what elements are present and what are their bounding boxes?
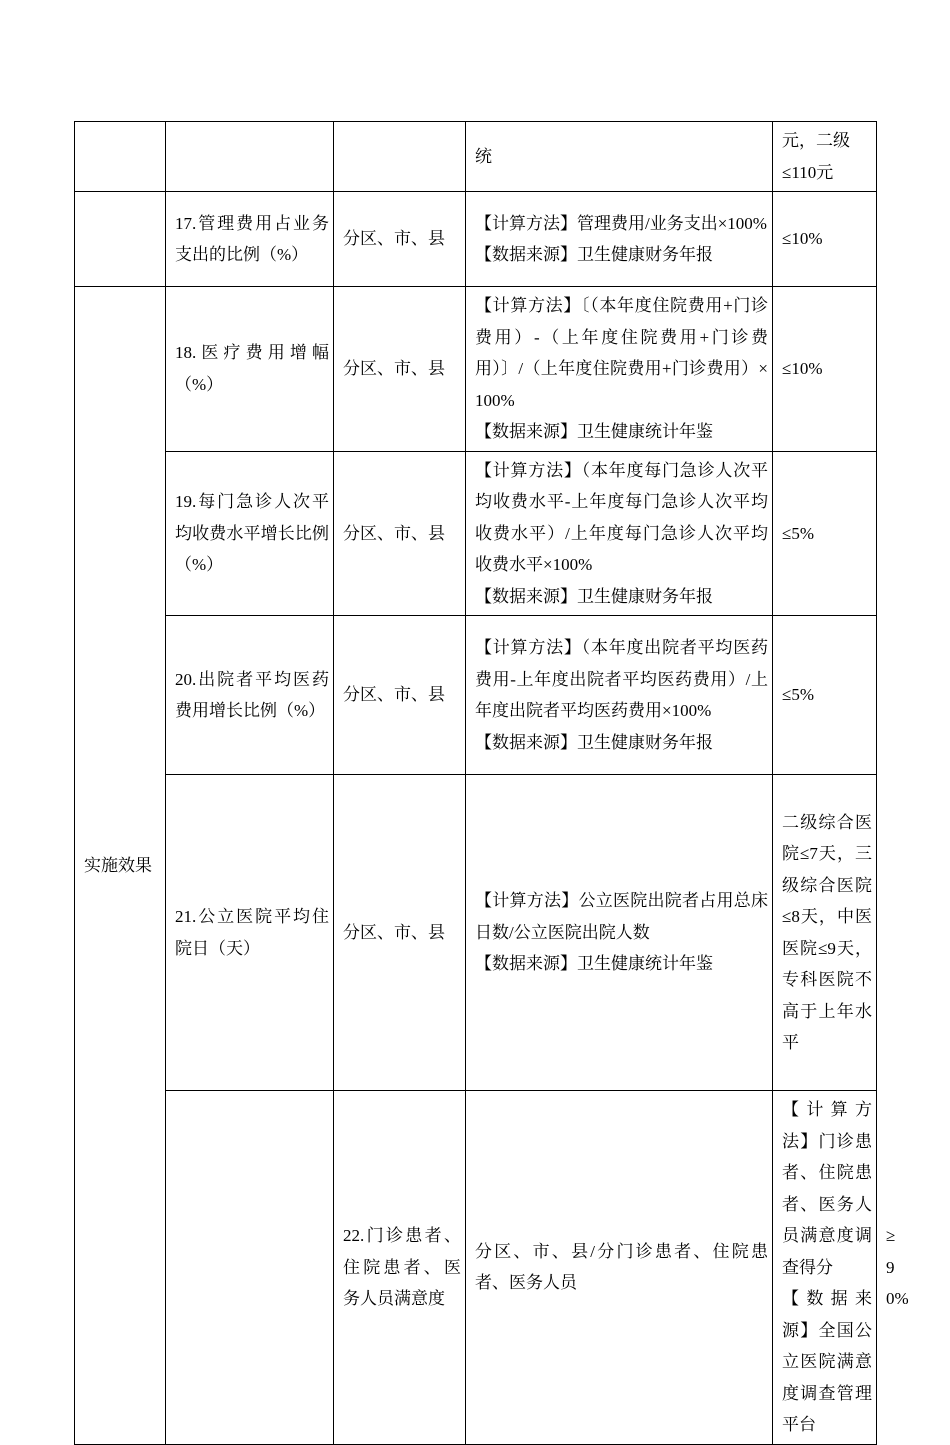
method-cell bbox=[466, 122, 773, 192]
target-cell: ≤5% bbox=[773, 616, 877, 775]
indicator-cell: 19.每门急诊人次平均收费水平增长比例（%） bbox=[166, 451, 334, 616]
indicator-cell: 17.管理费用占业务支出的比例（%） bbox=[166, 192, 334, 287]
scope-cell bbox=[334, 122, 466, 192]
indicator-cell: 22.门诊患者、住院患者、医务人员满意度 bbox=[334, 1091, 466, 1445]
category-cell-empty bbox=[166, 1091, 334, 1445]
method-source: 【数据来源】卫生健康统计年鉴 bbox=[475, 422, 713, 441]
method-cell bbox=[466, 775, 773, 1091]
scope-cell: 分区、市、县 bbox=[334, 775, 466, 1091]
method-cell bbox=[773, 1091, 877, 1445]
table-row bbox=[75, 775, 877, 1091]
method-formula: 【计算方法】（本年度每门急诊人次平均收费水平-上年度每门急诊人次平均收费水平）/上年度每门急诊人次平均收费水平×100% bbox=[475, 460, 768, 574]
indicator-table bbox=[74, 121, 909, 1445]
scope-cell: 分区、市、县 bbox=[334, 192, 466, 287]
method-source: 【数据来源】卫生健康财务年报 bbox=[475, 245, 713, 264]
method-source: 【数据来源】卫生健康统计年鉴 bbox=[475, 954, 713, 974]
target-cell: ≤5% bbox=[773, 451, 877, 616]
method-cell bbox=[466, 287, 773, 452]
table-row bbox=[75, 616, 877, 775]
table-row bbox=[75, 122, 877, 192]
method-formula: 【计算方法】公立医院出院者占用总床日数/公立医院出院人数 bbox=[475, 891, 768, 942]
indicator-cell: 18.医疗费用增幅（%） bbox=[166, 287, 334, 452]
indicator-cell bbox=[166, 122, 334, 192]
table-row: 22.门诊患者、住院患者、医务人员满意度 分区、市、县/分门诊患者、住院患者、医务人员 【计算方法】门诊患者、住院患者、医务人员满意度调查得分 【数据来源】全国公立医院满意度调查管理平台 ≥90% bbox=[75, 1091, 877, 1445]
scope-cell: 分区、市、县 bbox=[334, 616, 466, 775]
method-source: 【数据来源】全国公立医院满意度调查管理平台 bbox=[782, 1289, 872, 1434]
target-cell: ≤10% bbox=[773, 192, 877, 287]
target-cell: 二级综合医院≤7天，三级综合医院≤8天，中医医院≤9天，专科医院不高于上年水平 bbox=[773, 775, 877, 1091]
method-source: 【数据来源】卫生健康财务年报 bbox=[475, 732, 713, 752]
indicator-cell: 20.出院者平均医药费用增长比例（%） bbox=[166, 616, 334, 775]
category-cell-empty bbox=[75, 192, 166, 287]
scope-cell: 分区、市、县 bbox=[334, 451, 466, 616]
method-source: 【数据来源】卫生健康财务年报 bbox=[475, 586, 713, 606]
scope-cell: 分区、市、县 bbox=[334, 287, 466, 452]
target-line: ≤110元 bbox=[782, 162, 834, 182]
method-formula: 【计算方法】〔（本年度住院费用+门诊费用）-（上年度住院费用+门诊费用）〕/（上年度住院费用+门诊费用）×100% bbox=[475, 296, 768, 410]
table-row bbox=[75, 287, 877, 452]
scope-cell: 分区、市、县/分门诊患者、住院患者、医务人员 bbox=[466, 1091, 773, 1445]
method-cell bbox=[466, 451, 773, 616]
category-cell-empty bbox=[75, 122, 166, 192]
method-line: 统 bbox=[475, 146, 492, 166]
indicator-cell: 21.公立医院平均住院日（天） bbox=[166, 775, 334, 1091]
target-cell bbox=[773, 122, 877, 192]
table-row bbox=[75, 451, 877, 616]
target-line: 元，二级 bbox=[782, 131, 850, 150]
method-formula: 【计算方法】（本年度出院者平均医药费用-上年度出院者平均医药费用）/上年度出院者平均医药费用×100% bbox=[475, 638, 768, 720]
method-cell bbox=[466, 192, 773, 287]
method-formula: 【计算方法】门诊患者、住院患者、医务人员满意度调查得分 bbox=[782, 1100, 872, 1277]
method-formula: 【计算方法】管理费用/业务支出×100% bbox=[475, 213, 767, 233]
category-cell: 实施效果 bbox=[75, 287, 166, 1445]
table-row bbox=[75, 192, 877, 287]
method-cell bbox=[466, 616, 773, 775]
target-cell: ≤10% bbox=[773, 287, 877, 452]
